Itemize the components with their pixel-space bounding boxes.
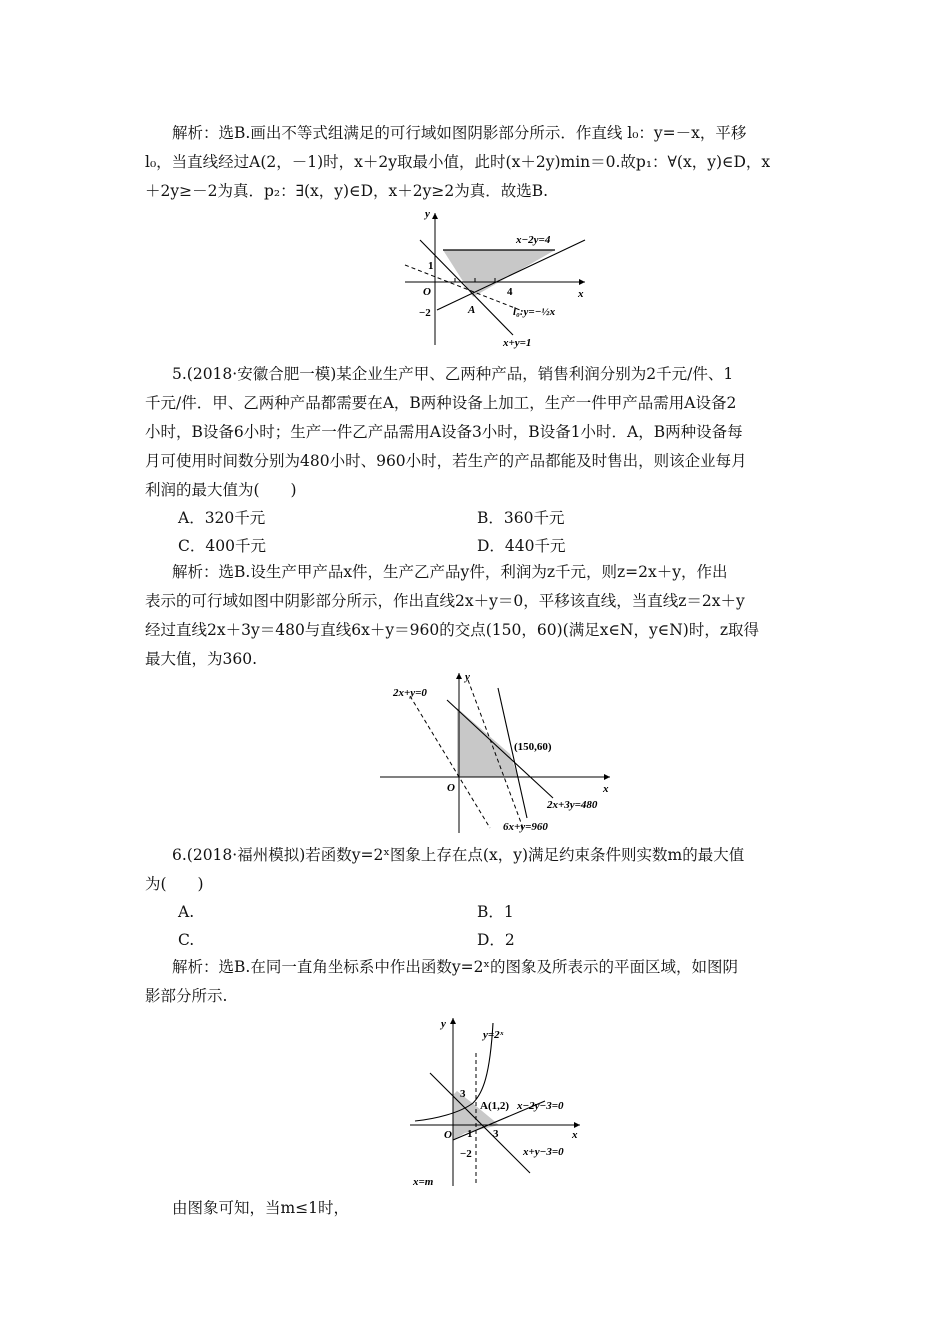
q6-option-c: C. [178, 931, 195, 949]
q5-analysis-line-3: 经过直线2x＋3y＝480与直线6x＋y＝960的交点(150，60)(满足x∈N，y∈N)时，z取得 [145, 621, 759, 639]
point-a-label: A [468, 304, 476, 316]
line-label-x-y-1: x+y=1 [503, 337, 532, 349]
q5-analysis-line-1: 解析：选B.设生产甲产品x件，生产乙产品y件，利润为z千元，则z=2x＋y，作出 [172, 563, 728, 581]
x-axis-label: x [603, 783, 609, 795]
tick-neg-2: −2 [419, 307, 431, 319]
q6-line-2: 为( ) [145, 875, 204, 893]
q5-line-4: 月可使用时间数分别为480小时、960小时，若生产的产品都能及时售出，则该企业每月 [145, 452, 747, 470]
figure-3-region-and-curve [405, 1013, 590, 1191]
tick-neg-2: −2 [460, 1148, 472, 1160]
q5-option-a: A．320千元 [178, 509, 266, 527]
figure-2-feasible-region [375, 668, 615, 838]
q5-line-2: 千元/件．甲、乙两种产品都需要在A，B两种设备上加工，生产一件甲产品需用A设备2 [145, 394, 737, 412]
q5-analysis-line-4: 最大值，为360. [145, 650, 258, 668]
q5-option-d: D．440千元 [477, 537, 566, 555]
origin-label: O [447, 782, 455, 794]
x-axis-label: x [572, 1129, 578, 1141]
y-axis-label: y [441, 1018, 446, 1030]
curve-label-y-2x: y=2ˣ [483, 1029, 504, 1041]
line-label-2x-y-0: 2x+y=0 [393, 687, 427, 699]
q4-analysis-line-3: ＋2y≥－2为真．p₂：∃(x，y)∈D，x＋2y≥2为真．故选B. [145, 182, 549, 200]
line-label-x-m: x=m [413, 1176, 434, 1188]
x-axis-label: x [578, 288, 584, 300]
line-label-2x-3y-480: 2x+3y=480 [547, 799, 598, 811]
point-a-label: A(1,2) [480, 1100, 510, 1112]
tail-line-1: 由图象可知，当m≤1时， [172, 1199, 350, 1217]
line-label-x-2y-3: x−2y−3=0 [517, 1100, 564, 1112]
tick-4: 4 [507, 286, 513, 298]
tick-1: 1 [467, 1128, 473, 1140]
line-label-l0: l₀:y=−½x [513, 306, 556, 318]
q5-analysis-line-2: 表示的可行域如图中阴影部分所示，作出直线2x＋y＝0，平移该直线，当直线z＝2x＋y [145, 592, 745, 610]
tick-3-y: 3 [460, 1088, 466, 1100]
q6-analysis-line-2: 影部分所示. [145, 987, 228, 1005]
y-axis-label: y [465, 671, 470, 683]
q6-option-a: A. [178, 903, 195, 921]
origin-label: O [423, 286, 431, 298]
origin-label: O [444, 1129, 452, 1141]
q6-line-1: 6.(2018·福州模拟)若函数y=2ˣ图象上存在点(x，y)满足约束条件则实数m的最大值 [172, 846, 745, 864]
shaded-region [443, 250, 555, 297]
tick-3-x: 3 [493, 1128, 499, 1140]
q4-analysis-line-1: 解析：选B.画出不等式组满足的可行域如图阴影部分所示．作直线 l₀：y=－x，平移 [172, 124, 747, 142]
q5-option-b: B．360千元 [477, 509, 565, 527]
q5-option-c: C．400千元 [178, 537, 266, 555]
figure-1-feasible-region [395, 205, 590, 350]
q6-option-d: D．2 [477, 931, 515, 949]
tick-1: 1 [428, 260, 434, 272]
q5-line-3: 小时，B设备6小时；生产一件乙产品需用A设备3小时，B设备1小时．A，B两种设备每 [145, 423, 743, 441]
point-150-60-label: (150,60) [514, 741, 552, 753]
q6-option-b: B．1 [477, 903, 514, 921]
q6-analysis-line-1: 解析：选B.在同一直角坐标系中作出函数y=2ˣ的图象及所表示的平面区域，如图阴 [172, 958, 738, 976]
line-label-x-2y-4: x−2y=4 [516, 234, 551, 246]
line-label-6x-y-960: 6x+y=960 [503, 821, 548, 833]
q4-analysis-line-2: l₀，当直线经过A(2，－1)时，x＋2y取最小值，此时(x＋2y)min＝0.故p₁：∀(x，y)∈D，x [145, 153, 771, 171]
q5-line-1: 5.(2018·安徽合肥一模)某企业生产甲、乙两种产品，销售利润分别为2千元/件、1 [172, 365, 734, 383]
line-label-x-y-3: x+y−3=0 [523, 1146, 564, 1158]
q5-line-5: 利润的最大值为( ) [145, 481, 297, 499]
y-axis-label: y [425, 208, 430, 220]
